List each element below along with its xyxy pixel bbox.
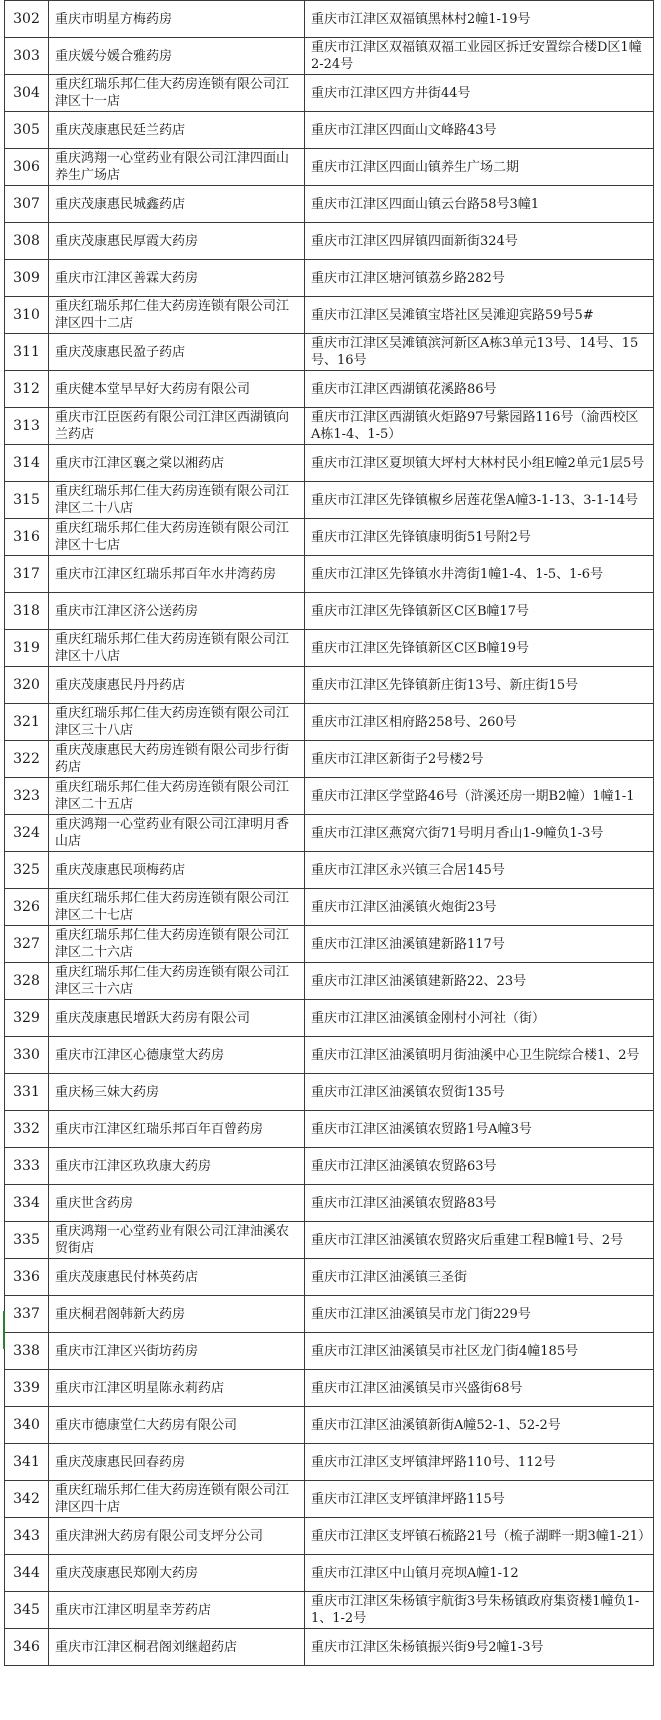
pharmacy-name-cell: 重庆市江臣医药有限公司江津区西湖镇向兰药店 <box>49 408 305 445</box>
table-row <box>5 741 654 778</box>
pharmacy-name-cell: 重庆茂康惠民城鑫药店 <box>49 186 305 223</box>
pharmacy-name-cell: 重庆茂康惠民厚霞大药房 <box>49 223 305 260</box>
table-row <box>5 1481 654 1518</box>
pharmacy-name-cell: 重庆茂康惠民郑刚大药房 <box>49 1555 305 1592</box>
address-cell: 重庆市江津区油溪镇农贸路1号A幢3号 <box>305 1111 654 1148</box>
address-cell: 重庆市江津区油溪镇吴市社区龙门街4幢185号 <box>305 1333 654 1370</box>
pharmacy-name-cell: 重庆杨三妹大药房 <box>49 1074 305 1111</box>
table-row <box>5 630 654 667</box>
pharmacy-name-cell: 重庆鸿翔一心堂药业有限公司江津四面山养生广场店 <box>49 149 305 186</box>
pharmacy-name-cell: 重庆媛兮媛合雅药房 <box>49 38 305 75</box>
row-number-cell: 339 <box>5 1370 49 1407</box>
table-row <box>5 445 654 482</box>
table-row <box>5 1148 654 1185</box>
table-row <box>5 519 654 556</box>
row-number-cell: 341 <box>5 1444 49 1481</box>
row-number-cell: 335 <box>5 1222 49 1259</box>
table-row <box>5 1444 654 1481</box>
table-row <box>5 149 654 186</box>
pharmacy-name-cell: 重庆红瑞乐邦仁佳大药房连锁有限公司江津区十八店 <box>49 630 305 667</box>
address-cell: 重庆市江津区双福镇双福工业园区拆迁安置综合楼D区1幢2-24号 <box>305 38 654 75</box>
address-cell: 重庆市江津区永兴镇三合居145号 <box>305 852 654 889</box>
address-cell: 重庆市江津区先锋镇康明街51号附2号 <box>305 519 654 556</box>
pharmacy-name-cell: 重庆红瑞乐邦仁佳大药房连锁有限公司江津区二十七店 <box>49 889 305 926</box>
table-row <box>5 260 654 297</box>
address-cell: 重庆市江津区四面山镇养生广场二期 <box>305 149 654 186</box>
row-number-cell: 342 <box>5 1481 49 1518</box>
pharmacy-name-cell: 重庆茂康惠民大药房连锁有限公司步行街药店 <box>49 741 305 778</box>
address-cell: 重庆市江津区支坪镇津坪路115号 <box>305 1481 654 1518</box>
table-row <box>5 1000 654 1037</box>
address-cell: 重庆市江津区四面山文峰路43号 <box>305 112 654 149</box>
table-row <box>5 1629 654 1666</box>
table-row <box>5 1 654 38</box>
row-number-cell: 334 <box>5 1185 49 1222</box>
pharmacy-name-cell: 重庆市江津区襄之棠以湘药店 <box>49 445 305 482</box>
address-cell: 重庆市江津区油溪镇明月街油溪中心卫生院综合楼1、2号 <box>305 1037 654 1074</box>
pharmacy-name-cell: 重庆健本堂早早好大药房有限公司 <box>49 371 305 408</box>
address-cell: 重庆市江津区先锋镇新区C区B幢19号 <box>305 630 654 667</box>
row-number-cell: 323 <box>5 778 49 815</box>
row-number-cell: 304 <box>5 75 49 112</box>
pharmacy-name-cell: 重庆市江津区兴街坊药房 <box>49 1333 305 1370</box>
pharmacy-name-cell: 重庆市明星方梅药房 <box>49 1 305 38</box>
row-number-cell: 315 <box>5 482 49 519</box>
row-number-cell: 322 <box>5 741 49 778</box>
pharmacy-name-cell: 重庆市江津区明星陈永莉药店 <box>49 1370 305 1407</box>
address-cell: 重庆市江津区相府路258号、260号 <box>305 704 654 741</box>
table-row <box>5 556 654 593</box>
address-cell: 重庆市江津区双福镇黑林村2幢1-19号 <box>305 1 654 38</box>
pharmacy-name-cell: 重庆茂康惠民廷兰药店 <box>49 112 305 149</box>
row-number-cell: 332 <box>5 1111 49 1148</box>
address-cell: 重庆市江津区油溪镇吴市兴盛街68号 <box>305 1370 654 1407</box>
row-number-cell: 328 <box>5 963 49 1000</box>
pharmacy-name-cell: 重庆市江津区桐君阁刘继超药店 <box>49 1629 305 1666</box>
address-cell: 重庆市江津区油溪镇金刚村小河社（街） <box>305 1000 654 1037</box>
table-row <box>5 1074 654 1111</box>
row-number-cell: 308 <box>5 223 49 260</box>
table-row <box>5 1370 654 1407</box>
table-row <box>5 889 654 926</box>
address-cell: 重庆市江津区先锋镇水井湾街1幢1-4、1-5、1-6号 <box>305 556 654 593</box>
pharmacy-name-cell: 重庆市江津区善霖大药房 <box>49 260 305 297</box>
address-cell: 重庆市江津区学堂路46号（浒溪还房一期B2幢）1幢1-1 <box>305 778 654 815</box>
table-row <box>5 482 654 519</box>
address-cell: 重庆市江津区油溪镇农贸路灾后重建工程B幢1号、2号 <box>305 1222 654 1259</box>
table-row <box>5 38 654 75</box>
address-cell: 重庆市江津区油溪镇火炮街23号 <box>305 889 654 926</box>
address-cell: 重庆市江津区油溪镇农贸路63号 <box>305 1148 654 1185</box>
row-number-cell: 311 <box>5 334 49 371</box>
pharmacy-name-cell: 重庆茂康惠民盈子药店 <box>49 334 305 371</box>
table-row <box>5 852 654 889</box>
address-cell: 重庆市江津区燕窝穴街71号明月香山1-9幢负1-3号 <box>305 815 654 852</box>
row-number-cell: 343 <box>5 1518 49 1555</box>
address-cell: 重庆市江津区朱杨镇宇航街3号朱杨镇政府集资楼1幢负1-1、1-2号 <box>305 1592 654 1629</box>
pharmacy-name-cell: 重庆红瑞乐邦仁佳大药房连锁有限公司江津区十七店 <box>49 519 305 556</box>
table-row <box>5 1555 654 1592</box>
table-row <box>5 112 654 149</box>
pharmacy-name-cell: 重庆茂康惠民项梅药店 <box>49 852 305 889</box>
pharmacy-name-cell: 重庆市江津区红瑞乐邦百年百曾药房 <box>49 1111 305 1148</box>
row-number-cell: 324 <box>5 815 49 852</box>
table-row <box>5 75 654 112</box>
address-cell: 重庆市江津区塘河镇荔乡路282号 <box>305 260 654 297</box>
address-cell: 重庆市江津区油溪镇农贸路83号 <box>305 1185 654 1222</box>
pharmacy-name-cell: 重庆市江津区心德康堂大药房 <box>49 1037 305 1074</box>
row-number-cell: 318 <box>5 593 49 630</box>
address-cell: 重庆市江津区支坪镇津坪路110号、112号 <box>305 1444 654 1481</box>
address-cell: 重庆市江津区油溪镇建新路22、23号 <box>305 963 654 1000</box>
table-row <box>5 1222 654 1259</box>
pharmacy-name-cell: 重庆红瑞乐邦仁佳大药房连锁有限公司江津区十一店 <box>49 75 305 112</box>
pharmacy-name-cell: 重庆市江津区济公送药房 <box>49 593 305 630</box>
table-row <box>5 297 654 334</box>
pharmacy-name-cell: 重庆市江津区玖玖康大药房 <box>49 1148 305 1185</box>
address-cell: 重庆市江津区中山镇月亮坝A幢1-12 <box>305 1555 654 1592</box>
pharmacy-name-cell: 重庆红瑞乐邦仁佳大药房连锁有限公司江津区二十五店 <box>49 778 305 815</box>
pharmacy-name-cell: 重庆红瑞乐邦仁佳大药房连锁有限公司江津区三十八店 <box>49 704 305 741</box>
table-row <box>5 1518 654 1555</box>
pharmacy-name-cell: 重庆鸿翔一心堂药业有限公司江津明月香山店 <box>49 815 305 852</box>
address-cell: 重庆市江津区夏坝镇大坪村大林村民小组E幢2单元1层5号 <box>305 445 654 482</box>
pharmacy-name-cell: 重庆红瑞乐邦仁佳大药房连锁有限公司江津区二十八店 <box>49 482 305 519</box>
pharmacy-name-cell: 重庆桐君阁韩新大药房 <box>49 1296 305 1333</box>
row-number-cell: 321 <box>5 704 49 741</box>
table-row <box>5 1592 654 1629</box>
row-selection-marker <box>3 1311 5 1349</box>
pharmacy-name-cell: 重庆津洲大药房有限公司支坪分公司 <box>49 1518 305 1555</box>
row-number-cell: 338 <box>5 1333 49 1370</box>
row-number-cell: 333 <box>5 1148 49 1185</box>
row-number-cell: 312 <box>5 371 49 408</box>
address-cell: 重庆市江津区油溪镇农贸街135号 <box>305 1074 654 1111</box>
table-row <box>5 1333 654 1370</box>
pharmacy-name-cell: 重庆鸿翔一心堂药业有限公司江津油溪农贸街店 <box>49 1222 305 1259</box>
pharmacy-name-cell: 重庆茂康惠民付林英药店 <box>49 1259 305 1296</box>
row-number-cell: 330 <box>5 1037 49 1074</box>
pharmacy-name-cell: 重庆茂康惠民增跃大药房有限公司 <box>49 1000 305 1037</box>
address-cell: 重庆市江津区西湖镇花溪路86号 <box>305 371 654 408</box>
table-row <box>5 408 654 445</box>
row-number-cell: 310 <box>5 297 49 334</box>
pharmacy-name-cell: 重庆市江津区明星幸芳药店 <box>49 1592 305 1629</box>
address-cell: 重庆市江津区新街子2号楼2号 <box>305 741 654 778</box>
pharmacy-name-cell: 重庆世含药房 <box>49 1185 305 1222</box>
row-number-cell: 314 <box>5 445 49 482</box>
table-row <box>5 778 654 815</box>
table-row <box>5 963 654 1000</box>
address-cell: 重庆市江津区西湖镇火炬路97号紫园路116号（渝西校区A栋1-4、1-5） <box>305 408 654 445</box>
pharmacy-name-cell: 重庆红瑞乐邦仁佳大药房连锁有限公司江津区三十六店 <box>49 963 305 1000</box>
address-cell: 重庆市江津区支坪镇石梳路21号（梳子湖畔一期3幢1-21） <box>305 1518 654 1555</box>
table-row <box>5 1407 654 1444</box>
row-number-cell: 327 <box>5 926 49 963</box>
address-cell: 重庆市江津区油溪镇建新路117号 <box>305 926 654 963</box>
row-number-cell: 302 <box>5 1 49 38</box>
address-cell: 重庆市江津区先锋镇椒乡居莲花堡A幢3-1-13、3-1-14号 <box>305 482 654 519</box>
address-cell: 重庆市江津区四面山镇云台路58号3幢1 <box>305 186 654 223</box>
row-number-cell: 313 <box>5 408 49 445</box>
table-row <box>5 1111 654 1148</box>
row-number-cell: 303 <box>5 38 49 75</box>
table-row <box>5 815 654 852</box>
row-number-cell: 316 <box>5 519 49 556</box>
row-number-cell: 306 <box>5 149 49 186</box>
row-number-cell: 325 <box>5 852 49 889</box>
table-row <box>5 1259 654 1296</box>
address-cell: 重庆市江津区先锋镇新庄街13号、新庄街15号 <box>305 667 654 704</box>
row-number-cell: 305 <box>5 112 49 149</box>
address-cell: 重庆市江津区吴滩镇滨河新区A栋3单元13号、14号、15号、16号 <box>305 334 654 371</box>
table-row <box>5 1037 654 1074</box>
row-number-cell: 309 <box>5 260 49 297</box>
table-row <box>5 1185 654 1222</box>
address-cell: 重庆市江津区吴滩镇宝塔社区吴滩迎宾路59号5# <box>305 297 654 334</box>
address-cell: 重庆市江津区四屏镇四面新街324号 <box>305 223 654 260</box>
pharmacy-table <box>4 0 654 1666</box>
address-cell: 重庆市江津区先锋镇新区C区B幢17号 <box>305 593 654 630</box>
row-number-cell: 337 <box>5 1296 49 1333</box>
row-number-cell: 340 <box>5 1407 49 1444</box>
pharmacy-name-cell: 重庆红瑞乐邦仁佳大药房连锁有限公司江津区四十二店 <box>49 297 305 334</box>
row-number-cell: 319 <box>5 630 49 667</box>
pharmacy-name-cell: 重庆红瑞乐邦仁佳大药房连锁有限公司江津区四十店 <box>49 1481 305 1518</box>
pharmacy-name-cell: 重庆红瑞乐邦仁佳大药房连锁有限公司江津区二十六店 <box>49 926 305 963</box>
row-number-cell: 317 <box>5 556 49 593</box>
row-number-cell: 331 <box>5 1074 49 1111</box>
row-number-cell: 326 <box>5 889 49 926</box>
row-number-cell: 336 <box>5 1259 49 1296</box>
table-row <box>5 371 654 408</box>
table-row <box>5 926 654 963</box>
row-number-cell: 346 <box>5 1629 49 1666</box>
pharmacy-name-cell: 重庆市德康堂仁大药房有限公司 <box>49 1407 305 1444</box>
row-number-cell: 307 <box>5 186 49 223</box>
table-row <box>5 1296 654 1333</box>
table-row <box>5 593 654 630</box>
row-number-cell: 345 <box>5 1592 49 1629</box>
address-cell: 重庆市江津区油溪镇吴市龙门街229号 <box>305 1296 654 1333</box>
table-row <box>5 186 654 223</box>
address-cell: 重庆市江津区四方井街44号 <box>305 75 654 112</box>
row-number-cell: 344 <box>5 1555 49 1592</box>
pharmacy-name-cell: 重庆茂康惠民回春药房 <box>49 1444 305 1481</box>
row-number-cell: 329 <box>5 1000 49 1037</box>
pharmacy-name-cell: 重庆市江津区红瑞乐邦百年水井湾药房 <box>49 556 305 593</box>
table-row <box>5 223 654 260</box>
pharmacy-name-cell: 重庆茂康惠民丹丹药店 <box>49 667 305 704</box>
address-cell: 重庆市江津区油溪镇新街A幢52-1、52-2号 <box>305 1407 654 1444</box>
row-number-cell: 320 <box>5 667 49 704</box>
address-cell: 重庆市江津区油溪镇三圣街 <box>305 1259 654 1296</box>
table-row <box>5 704 654 741</box>
table-row <box>5 334 654 371</box>
table-row <box>5 667 654 704</box>
address-cell: 重庆市江津区朱杨镇振兴街9号2幢1-3号 <box>305 1629 654 1666</box>
